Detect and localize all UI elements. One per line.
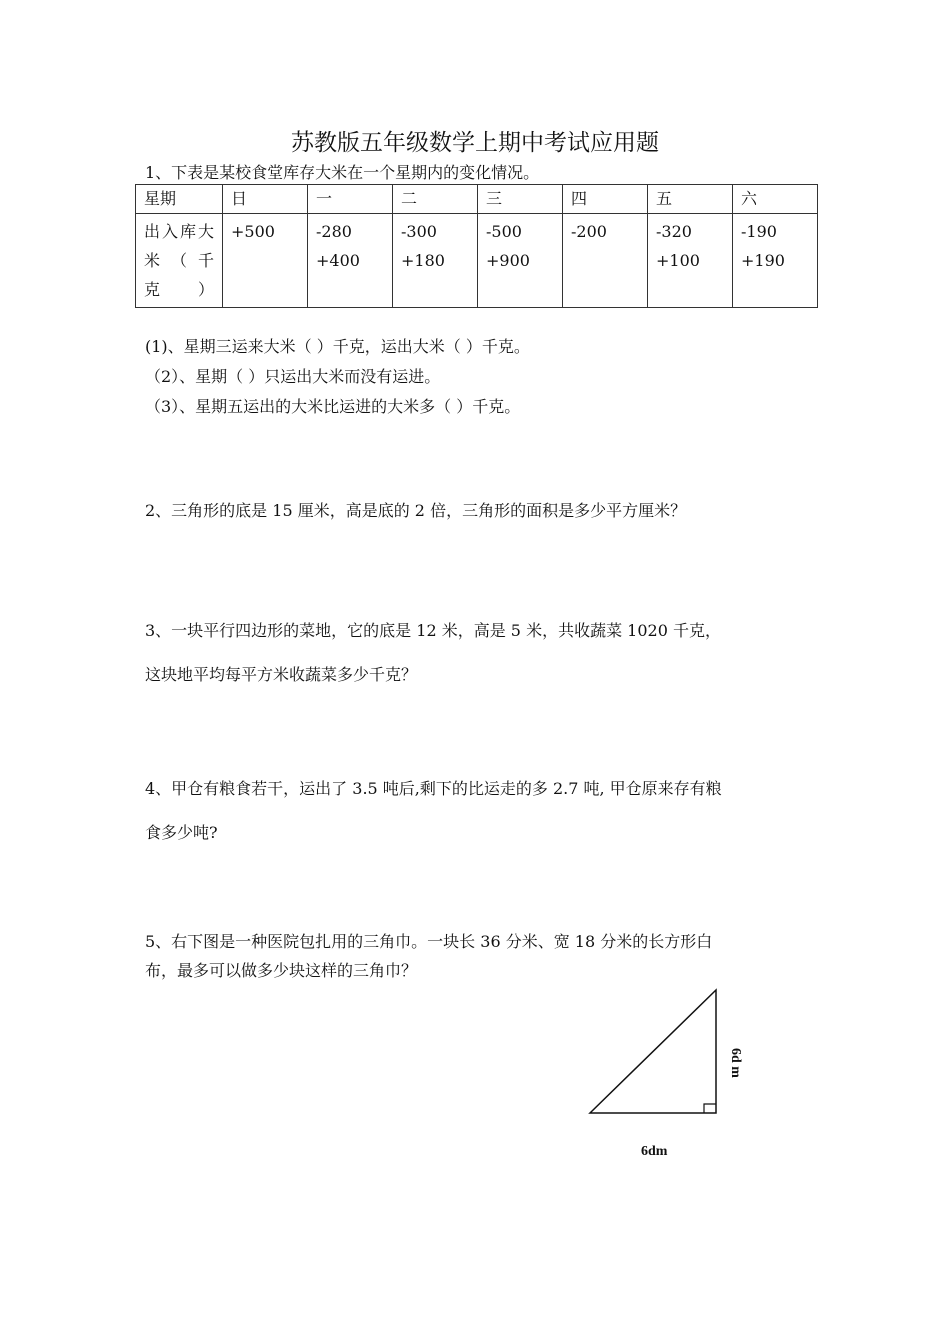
question-4-line-1: 4、甲仓有粮食若干，运出了 3.5 吨后,剩下的比运走的多 2.7 吨, 甲仓原来存有粮 — [145, 779, 722, 798]
right-triangle — [590, 990, 716, 1113]
cell-value: -200 — [571, 222, 607, 241]
header-tue: 二 — [393, 185, 478, 214]
question-1-part-2: （2）、星期（ ）只运出大米而没有运进。 — [145, 367, 441, 386]
header-sat: 六 — [733, 185, 818, 214]
cell-value: +100 — [656, 251, 700, 270]
question-5-line-1: 5、右下图是一种医院包扎用的三角巾。一块长 36 分米、宽 18 分米的长方形白 — [145, 932, 713, 951]
right-triangle-diagram — [580, 985, 780, 1170]
cell-mon — [308, 214, 393, 308]
header-sun: 日 — [223, 185, 308, 214]
header-fri: 五 — [648, 185, 733, 214]
triangle-bandage-figure — [580, 985, 780, 1174]
question-1-part-1: (1)、星期三运来大米（ ）千克，运出大米（ ）千克。 — [145, 337, 530, 356]
cell-value: -320 — [656, 222, 692, 241]
question-1-part-3: （3）、星期五运出的大米比运进的大米多（ ）千克。 — [145, 397, 521, 416]
table-data-row — [136, 214, 818, 308]
cell-sun — [223, 214, 308, 308]
header-mon: 一 — [308, 185, 393, 214]
base-length-label: 6dm — [641, 1144, 668, 1159]
cell-value: -300 — [401, 222, 437, 241]
cell-thu — [563, 214, 648, 308]
height-length-label: 6d m — [728, 1048, 743, 1078]
question-1-intro: 1、下表是某校食堂库存大米在一个星期内的变化情况。 — [145, 163, 540, 182]
cell-value: +500 — [231, 222, 275, 241]
cell-wed — [478, 214, 563, 308]
cell-value: -500 — [486, 222, 522, 241]
right-angle-marker — [704, 1104, 716, 1113]
question-5-line-2: 布，最多可以做多少块这样的三角巾？ — [145, 961, 418, 980]
header-wed: 三 — [478, 185, 563, 214]
cell-value: +900 — [486, 251, 530, 270]
rice-inventory-table — [135, 184, 818, 308]
header-weekday: 星期 — [136, 185, 223, 214]
table-header-row — [136, 185, 818, 214]
question-3-line-1: 3、一块平行四边形的菜地，它的底是 12 米，高是 5 米，共收蔬菜 1020 千克， — [145, 621, 721, 640]
cell-value: +400 — [316, 251, 360, 270]
cell-value: +180 — [401, 251, 445, 270]
question-4-line-2: 食多少吨? — [145, 823, 218, 842]
cell-tue — [393, 214, 478, 308]
cell-fri — [648, 214, 733, 308]
cell-value: -190 — [741, 222, 777, 241]
cell-value: -280 — [316, 222, 352, 241]
cell-sat — [733, 214, 818, 308]
row-label: 出入库大米（千克） — [136, 214, 223, 308]
header-thu: 四 — [563, 185, 648, 214]
cell-value: +190 — [741, 251, 785, 270]
page-title: 苏教版五年级数学上期中考试应用题 — [291, 130, 659, 156]
question-2: 2、三角形的底是 15 厘米，高是底的 2 倍，三角形的面积是多少平方厘米？ — [145, 501, 687, 520]
question-3-line-2: 这块地平均每平方米收蔬菜多少千克？ — [145, 665, 418, 684]
